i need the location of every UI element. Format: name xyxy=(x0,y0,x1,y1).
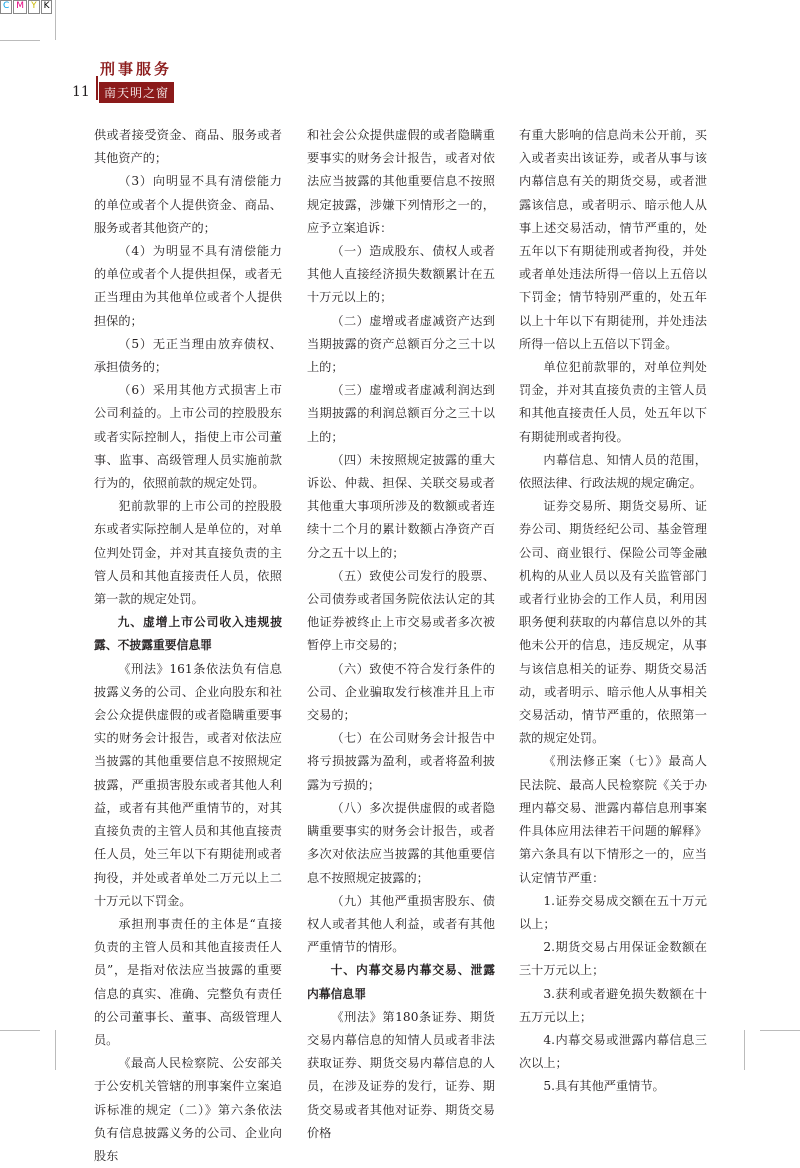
page-number: 11 xyxy=(72,84,90,100)
paragraph: 2.期货交易占用保证金数额在三十万元以上； xyxy=(519,940,707,978)
paragraph: （5）无正当理由放弃债权、承担债务的； xyxy=(94,336,282,375)
crop-mark-bottom-left-h xyxy=(0,1030,40,1031)
paragraph: 犯前款罪的上市公司的控股股东或者实际控制人是单位的，对单位判处罚金，并对其直接负责的主管人员和其他直接责任人员，依照第一款的规定处罚。 xyxy=(94,499,282,607)
paragraph: 1.证券交易成交额在五十万元以上； xyxy=(519,893,707,931)
crop-mark-bottom-right xyxy=(744,1030,745,1070)
header-rule xyxy=(96,76,98,100)
paragraph: （4）为明显不具有清偿能力的单位或者个人提供担保，或者无正当理由为其他单位或者个人提供担保的； xyxy=(94,244,282,328)
paragraph: 内幕信息、知情人员的范围，依照法律、行政法规的规定确定。 xyxy=(519,452,707,491)
paragraph: （五）致使公司发行的股票、公司债券或者国务院依法认定的其他证券被终止上市交易或者多次被暂停上市交易的； xyxy=(307,568,495,653)
text-column-3 xyxy=(519,124,707,1099)
paragraph: （六）致使不符合发行条件的公司、企业骗取发行核准并且上市交易的； xyxy=(307,661,495,723)
paragraph: 证券交易所、期货交易所、证券公司、期货经纪公司、基金管理公司、商业银行、保险公司等金融机构的从业人员以及有关监管部门或者行业协会的工作人员，利用因职务便利获取的内幕信息以外的其他未公开的信息，违反规定，从事与该信息相关的证券、期货交易活动，或者明示、暗示他人从事相关交易活动，情节严重的，依照第一款的规定处罚。 xyxy=(519,499,707,746)
paragraph: （四）未按照规定披露的重大诉讼、仲裁、担保、关联交易或者其他重大事项所涉及的数额或者连续十二个月的累计数额占净资产百分之五十以上的； xyxy=(307,452,495,560)
paragraph: 供或者接受资金、商品、服务或者其他资产的； xyxy=(94,128,282,166)
text-column-1 xyxy=(94,124,282,1168)
paragraph: （九）其他严重损害股东、债权人或者其他人利益，或者有其他严重情节的情形。 xyxy=(307,893,495,955)
cmyk-y: Y xyxy=(28,0,40,14)
paragraph: （6）采用其他方式损害上市公司利益的。上市公司的控股股东或者实际控制人，指使上市公司董事、监事、高级管理人员实施前款行为的，依照前款的规定处罚。 xyxy=(94,383,282,491)
paragraph: 4.内幕交易或泄露内幕信息三次以上； xyxy=(519,1032,707,1071)
crop-mark-bottom-right-h xyxy=(760,1030,800,1031)
crop-mark-top-left-h xyxy=(0,40,40,41)
section-heading: 十、内幕交易内幕交易、泄露内幕信息罪 xyxy=(307,963,495,1001)
paragraph: 和社会公众提供虚假的或者隐瞒重要事实的财务会计报告，或者对依法应当披露的其他重要信息不按照规定披露，涉嫌下列情形之一的，应予立案追诉： xyxy=(307,128,495,235)
paragraph: 《刑法》第180条证券、期货交易内幕信息的知情人员或者非法获取证券、期货交易内幕信息的人员，在涉及证券的发行，证券、期货交易或者其他对证券、期货交易价格 xyxy=(307,1009,495,1140)
paragraph: （一）造成股东、债权人或者其他人直接经济损失数额累计在五十万元以上的； xyxy=(307,244,495,305)
section-label: 刑事服务 xyxy=(100,60,173,78)
crop-mark-bottom-left xyxy=(55,1030,56,1070)
cmyk-c: C xyxy=(0,0,12,14)
paragraph: 《刑法》161条依法负有信息披露义务的公司、企业向股东和社会公众提供虚假的或者隐瞒重要事实的财务会计报告，或者对依法应当披露的其他重要信息不按照规定披露，严重损害股东或者其他人利益，或者有其他严重情节的，对其直接负责的主管人员和其他直接责任人员，处三年以下有期徒刑或者拘役，并处或者单处二万元以上二十万元以下罚金。 xyxy=(94,661,282,908)
paragraph: 3.获利或者避免损失数额在十五万元以上； xyxy=(519,986,707,1024)
paragraph: （二）虚增或者虚减资产达到当期披露的资产总额百分之三十以上的； xyxy=(307,313,495,375)
paragraph: 承担刑事责任的主体是“直接负责的主管人员和其他直接责任人员”，是指对依法应当披露的重要信息的真实、准确、完整负有责任的公司董事长、董事、高级管理人员。 xyxy=(94,916,282,1047)
paragraph: （3）向明显不具有清偿能力的单位或者个人提供资金、商品、服务或者其他资产的； xyxy=(94,174,282,235)
paragraph: 单位犯前款罪的，对单位判处罚金，并对其直接负责的主管人员和其他直接责任人员，处五年以下有期徒刑或者拘役。 xyxy=(519,360,707,444)
paragraph: （七）在公司财务会计报告中将亏损披露为盈利，或者将盈利披露为亏损的； xyxy=(307,731,495,792)
crop-mark-top-left xyxy=(55,0,56,40)
paragraph: （三）虚增或者虚减利润达到当期披露的利润总额百分之三十以上的； xyxy=(307,383,495,444)
paragraph: 《最高人民检察院、公安部关于公安机关管辖的刑事案件立案追诉标准的规定（二）》第六条依法负有信息披露义务的公司、企业向股东 xyxy=(94,1056,282,1163)
paragraph: （八）多次提供虚假的或者隐瞒重要事实的财务会计报告，或者多次对依法应当披露的其他重要信息不按照规定披露的； xyxy=(307,800,495,885)
column-tag: 南天明之窗 xyxy=(99,82,174,103)
section-heading: 九、虚增上市公司收入违规披露、不披露重要信息罪 xyxy=(94,615,282,653)
cmyk-print-mark xyxy=(0,0,70,14)
cmyk-m: M xyxy=(13,0,27,14)
paragraph: 有重大影响的信息尚未公开前，买入或者卖出该证券，或者从事与该内幕信息有关的期货交易，或者泄露该信息，或者明示、暗示他人从事上述交易活动，情节严重的，处五年以下有期徒刑或者拘役，并处或者单处违法所得一倍以上五倍以下罚金；情节特别严重的，处五年以上十年以下有期徒刑，并处违法所得一倍以上五倍以下罚金。 xyxy=(519,128,707,351)
cmyk-k: K xyxy=(41,0,53,14)
paragraph: 《刑法修正案（七）》最高人民法院、最高人民检察院《关于办理内幕交易、泄露内幕信息刑事案件具体应用法律若干问题的解释》第六条具有以下情形之一的，应当认定情节严重： xyxy=(519,754,707,885)
paragraph: 5.具有其他严重情节。 xyxy=(543,1079,665,1094)
text-column-2 xyxy=(307,124,495,1145)
